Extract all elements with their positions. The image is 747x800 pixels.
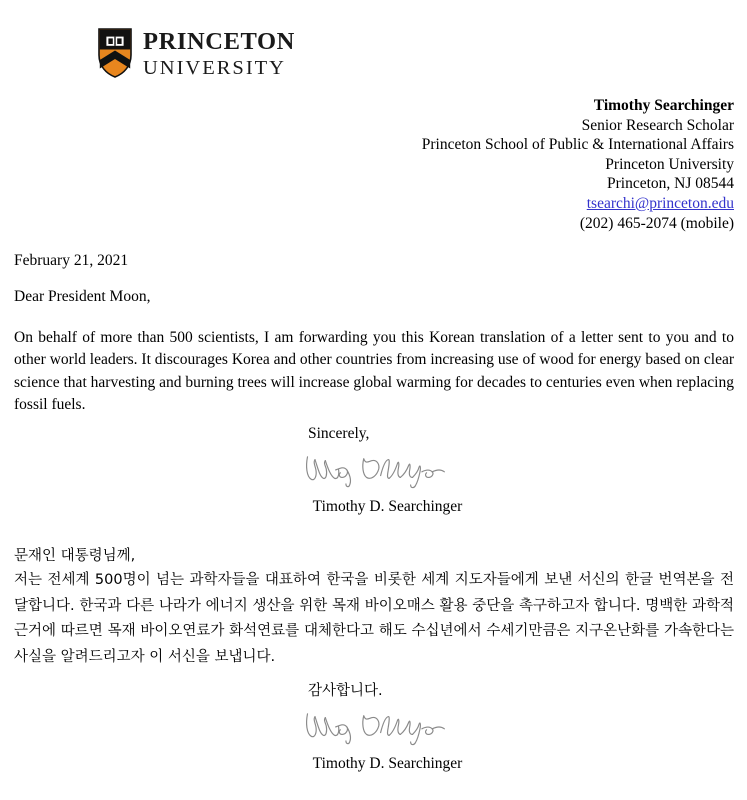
handwritten-signature-icon — [300, 447, 747, 496]
body-paragraph-english: On behalf of more than 500 scientists, I am forwarding you this Korean translation of a letter sent to you and to other world leaders. It discourages Korea and other countries from increasing use of wood for energy based on clear science that harvesting and burning trees will increase global warming for decades to centuries even when replacing fossil fuels. — [14, 329, 734, 413]
sender-email-link[interactable]: tsearchi@princeton.edu — [586, 194, 734, 212]
sender-phone: (202) 465-2074 (mobile) — [579, 214, 734, 232]
signed-name-korean: Timothy D. Searchinger — [312, 755, 463, 772]
princeton-letterhead-logo — [98, 28, 295, 78]
sender-university: Princeton University — [605, 155, 734, 173]
sender-name: Timothy Searchinger — [593, 97, 734, 114]
salutation-english: Dear President Moon, — [14, 288, 151, 305]
princeton-shield-icon — [98, 28, 132, 78]
wordmark-princeton: PRINCETON — [143, 28, 295, 55]
signed-name-english: Timothy D. Searchinger — [312, 498, 463, 515]
closing-korean: 감사합니다. — [308, 683, 383, 699]
sender-title: Senior Research Scholar — [581, 116, 734, 134]
signature-block-english — [0, 425, 747, 516]
salutation-korean: 문재인 대통령님께, — [14, 548, 136, 564]
sender-address: Princeton, NJ 08544 — [606, 175, 734, 193]
signature-block-korean — [0, 679, 747, 773]
letter-date: February 21, 2021 — [14, 252, 129, 269]
body-paragraph-korean: 저는 전세계 500명이 넘는 과학자들을 대표하여 한국을 비롯한 세계 지도자들에게 보낸 서신의 한글 번역본을 전달합니다. 한국과 다른 나라가 에너지 생산을 위한 목재 바이오매스 활용 중단을 촉구하고자 합니다. 명백한 과학적 근거에 따르면 목재 바이오연료가 화석연료를 대체한다고 해도 수십년에서 수세기만큼은 지구온난화를 가속한다는 사실을 알려드리고자 이 서신을 보냅니다. — [14, 572, 734, 665]
princeton-wordmark — [143, 28, 295, 78]
wordmark-university: UNIVERSITY — [143, 56, 286, 79]
sender-school: Princeton School of Public & International Affairs — [421, 136, 734, 154]
handwritten-signature-icon — [300, 704, 747, 753]
sender-contact-block — [422, 96, 734, 233]
closing-english: Sincerely, — [308, 425, 370, 442]
